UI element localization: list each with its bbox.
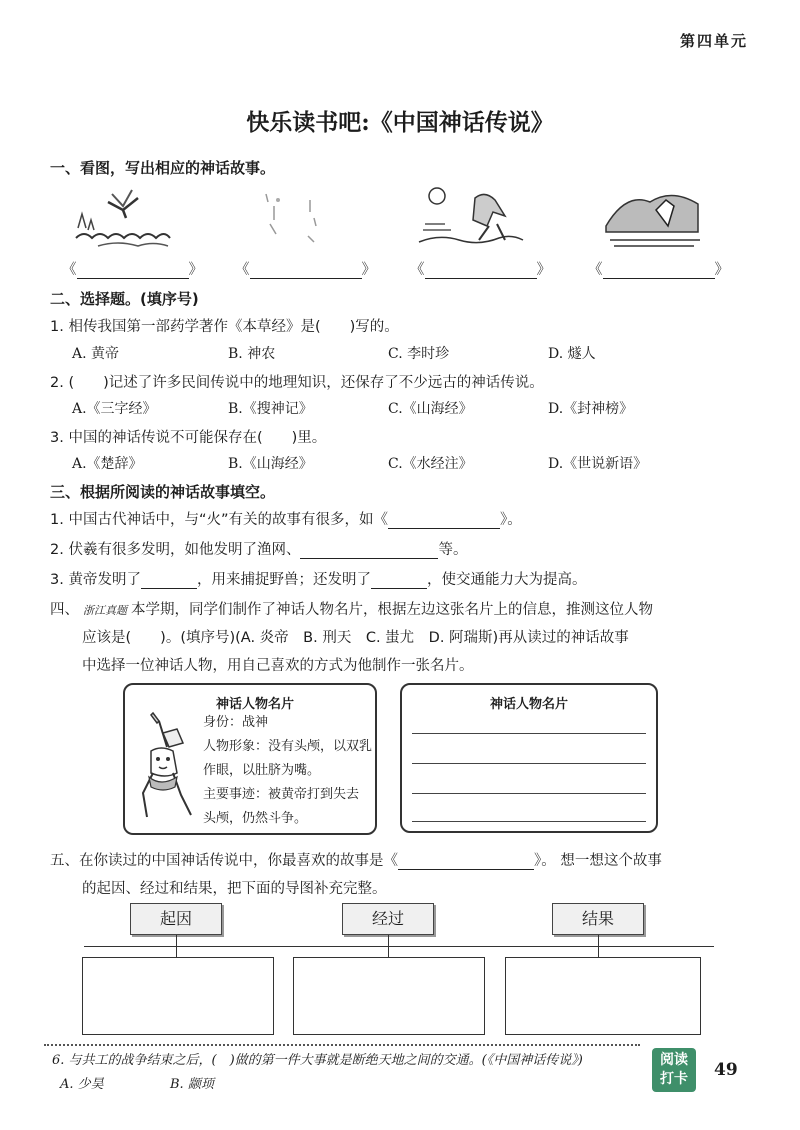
answer-blank[interactable] [77, 278, 189, 279]
card-title: 神话人物名片 [489, 697, 568, 712]
section-3-title: 三、根据所阅读的神话故事填空。 [50, 483, 276, 501]
result-label: 结果 [552, 903, 644, 935]
section-5-line-2: 的起因、经过和结果，把下面的导图补充完整。 [82, 881, 387, 897]
card-deed-1: 主要事迹：被黄帝打到失去 [203, 787, 360, 802]
option[interactable]: C.《水经注》 [388, 456, 473, 472]
answer-blank[interactable] [250, 278, 362, 279]
card-look-1: 人物形象：没有头颅，以双乳 [203, 739, 373, 754]
section-5-line-1: 五、在你读过的中国神话传说中，你最喜欢的故事是《 》。 想一想这个故事 [50, 853, 662, 869]
section-1-title: 一、看图，写出相应的神话故事。 [50, 159, 276, 177]
connector-tick [598, 935, 599, 957]
connector-line [84, 946, 714, 947]
answer-slot-3: 《 》 [410, 262, 551, 278]
option[interactable]: B.《山海经》 [228, 456, 313, 472]
option[interactable]: D. 燧人 [548, 346, 596, 362]
answer-blank[interactable] [141, 588, 197, 589]
reading-checkin-badge: 阅读 打卡 [652, 1048, 696, 1092]
writing-line[interactable] [412, 821, 646, 822]
headless-warrior-icon [131, 707, 199, 825]
character-card-example [123, 683, 377, 835]
section-4-line-1: 四、 浙江真题 本学期，同学们制作了神话人物名片，根据左边这张名片上的信息，推测这位人物 [50, 602, 653, 618]
fill-question-1: 1. 中国古代神话中，与“火”有关的故事有很多，如《 》。 [50, 512, 522, 528]
option[interactable]: C. 李时珍 [388, 346, 450, 362]
source-tag: 浙江真题 [83, 604, 127, 617]
fill-question-3: 3. 黄帝发明了 ，用来捕捉野兽；还发明了 ，使交通能力大为提高。 [50, 572, 587, 588]
footer-option-b[interactable]: B. 颛顼 [170, 1077, 214, 1092]
answer-blank[interactable] [300, 558, 438, 559]
faint-figure-icon [238, 180, 348, 250]
card-title: 神话人物名片 [215, 697, 294, 712]
answer-slot-4: 《 》 [588, 262, 729, 278]
option[interactable]: D.《世说新语》 [548, 456, 648, 472]
question-3-stem: 3. 中国的神话传说不可能保存在( )里。 [50, 430, 327, 446]
bird-over-sea-icon [68, 180, 178, 250]
page-title: 快乐读书吧:《中国神话传说》 [246, 109, 554, 136]
answer-blank[interactable] [388, 528, 500, 529]
fill-question-2: 2. 伏羲有很多发明，如他发明了渔网、 等。 [50, 542, 468, 558]
page-number: 49 [714, 1060, 738, 1080]
option[interactable]: B.《搜神记》 [228, 401, 313, 417]
writing-line[interactable] [412, 763, 646, 764]
question-2-stem: 2. ( )记述了许多民间传说中的地理知识，还保存了不少远古的神话传说。 [50, 375, 544, 391]
cause-label: 起因 [130, 903, 222, 935]
card-deed-2: 头颅，仍然斗争。 [203, 811, 308, 826]
answer-blank[interactable] [603, 278, 715, 279]
option[interactable]: A.《楚辞》 [72, 456, 143, 472]
card-look-2: 作眼，以肚脐为嘴。 [203, 763, 321, 778]
question-1-stem: 1. 相传我国第一部药学著作《本草经》是( )写的。 [50, 319, 399, 335]
answer-blank[interactable] [371, 588, 427, 589]
option[interactable]: D.《封神榜》 [548, 401, 634, 417]
answer-blank[interactable] [398, 869, 534, 870]
unit-label: 第四单元 [679, 32, 748, 50]
character-card-blank [400, 683, 658, 833]
writing-line[interactable] [412, 793, 646, 794]
writing-line[interactable] [412, 733, 646, 734]
answer-slot-2: 《 》 [235, 262, 376, 278]
process-label: 经过 [342, 903, 434, 935]
card-identity: 身份：战神 [203, 715, 269, 730]
footer-divider [44, 1044, 640, 1046]
connector-tick [176, 935, 177, 957]
section-2-title: 二、选择题。(填序号) [50, 290, 199, 308]
option[interactable]: B. 神农 [228, 346, 276, 362]
section-4-line-2: 应该是( )。(填序号)(A. 炎帝 B. 刑天 C. 蚩尤 D. 阿瑞斯)再从读过的神话故事 [82, 630, 629, 646]
sun-chasing-figure-icon [415, 180, 525, 250]
mountain-figure-icon [600, 180, 710, 250]
footer-option-a[interactable]: A. 少昊 [60, 1077, 104, 1092]
answer-slot-1: 《 》 [62, 262, 203, 278]
cause-box[interactable] [82, 957, 274, 1035]
option[interactable]: A.《三字经》 [72, 401, 157, 417]
answer-blank[interactable] [425, 278, 537, 279]
process-box[interactable] [293, 957, 485, 1035]
option[interactable]: C.《山海经》 [388, 401, 473, 417]
result-box[interactable] [505, 957, 701, 1035]
option[interactable]: A. 黄帝 [72, 346, 120, 362]
connector-tick [388, 935, 389, 957]
footer-question: 6. 与共工的战争结束之后，( )做的第一件大事就是断绝天地之间的交通。(《中国神话传说》) [52, 1053, 583, 1068]
section-4-line-3: 中选择一位神话人物，用自己喜欢的方式为他制作一张名片。 [82, 658, 474, 674]
